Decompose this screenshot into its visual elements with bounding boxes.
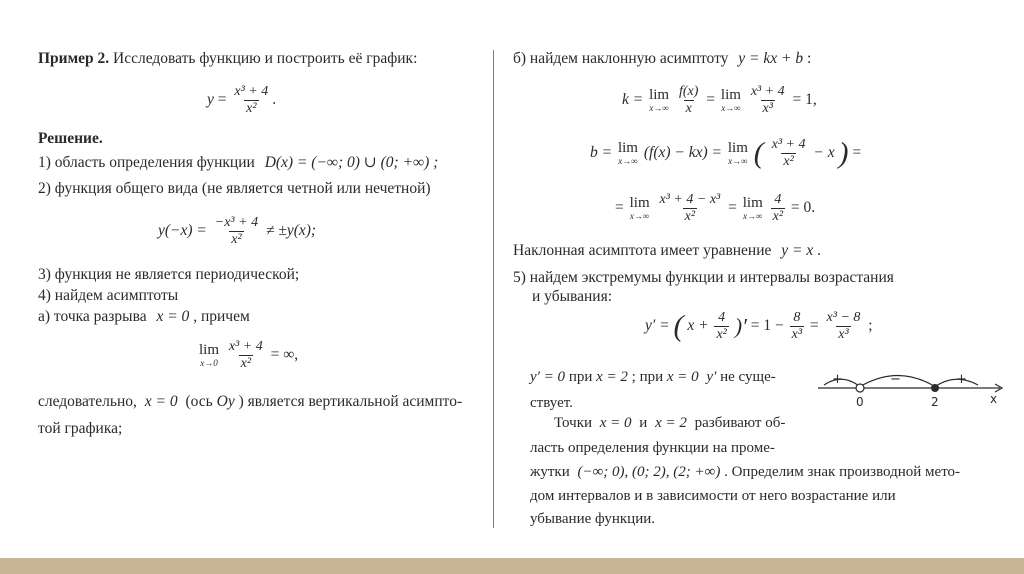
b2-lhs: = [615, 199, 624, 217]
b2-mid: = [728, 199, 737, 217]
derivative-formula [645, 310, 873, 343]
bottom-stripe [0, 558, 1024, 574]
b2-lim-sub-2: x→∞ [743, 211, 763, 222]
extrema-heading-2: и убывания: [532, 288, 613, 305]
vertical-asymptote-line2: той графика; [38, 420, 123, 437]
limit-zero-sub: x→0 [200, 358, 218, 369]
b2-lim [630, 196, 650, 221]
example-title-text: Исследовать функцию и построить её график: [113, 50, 418, 67]
deriv-x: x + [687, 317, 709, 335]
k-lim-sub-2: x→∞ [721, 103, 741, 114]
b2-numerator-2: 4 [774, 192, 782, 207]
b-body: (f(x) − kx) = [643, 144, 722, 162]
critical-c: x = 2 [596, 369, 628, 385]
b2-lim-word: lim [629, 195, 650, 212]
k-formula [622, 84, 817, 117]
solution-heading: Решение. [38, 130, 103, 147]
deriv-denominator-3: x³ [838, 327, 849, 343]
k-lim-2 [721, 88, 741, 113]
oblique-result-end: . [817, 242, 822, 259]
extrema-heading-1: 5) найдем экстремумы функции и интервалы возрастания [513, 269, 894, 286]
limit-zero-lim-word: lim [199, 342, 220, 359]
intervals-line3-math: (−∞; 0), (0; 2), (2; +∞) [577, 464, 721, 480]
parity-fraction [213, 215, 260, 248]
b2-numerator: x³ + 4 − x³ [659, 192, 721, 207]
limit-zero-lim [199, 343, 219, 368]
b-formula [590, 137, 861, 170]
sign-chart-sign-3: + [956, 372, 967, 387]
b-paren-open: ( [753, 136, 764, 170]
function-end: . [272, 91, 277, 109]
parity-denominator: x² [231, 232, 242, 248]
sign-chart-axis-label: x [990, 392, 998, 406]
b-lim-word-2: lim [727, 140, 748, 157]
b2-lim-2 [743, 196, 763, 221]
b2-rhs: = 0. [790, 199, 816, 217]
deriv-paren-close: )′ [734, 313, 747, 339]
deriv-eq2: = [809, 317, 819, 335]
k-denominator-1: x [685, 101, 692, 117]
periodic-line: 3) функция не является периодической; [38, 266, 300, 283]
b2-fraction [658, 192, 723, 225]
critical-d: ; при [631, 369, 664, 385]
k-numerator-1: f(x) [678, 84, 699, 99]
sign-chart-point-2 [931, 384, 939, 392]
b-lim [618, 141, 638, 166]
critical-b: при [568, 369, 593, 385]
b-numerator: x³ + 4 [771, 137, 806, 152]
sign-chart [818, 365, 1008, 409]
column-divider [493, 50, 494, 528]
k-fraction-2 [749, 84, 787, 117]
parity-formula [158, 215, 316, 248]
break-point-math: x = 0 [156, 308, 190, 325]
sign-chart-sign-2: − [890, 372, 901, 387]
b-end: = [852, 144, 862, 162]
critical-e: x = 0 [666, 369, 699, 385]
intervals-e: разбивают об- [694, 415, 786, 431]
k-lim-word-2: lim [720, 87, 741, 104]
vertical-asymptote-math: x = 0 [144, 393, 178, 410]
parity-numerator: −x³ + 4 [214, 215, 259, 230]
deriv-fraction-2 [790, 310, 804, 343]
intervals-line-1 [554, 416, 785, 431]
oblique-result-line [513, 243, 821, 259]
example-title [38, 51, 417, 67]
intervals-line-5: убывание функции. [530, 511, 656, 527]
b-lim-sub-2: x→∞ [728, 156, 748, 167]
intervals-line3-b: . Определим знак производной мето- [724, 464, 961, 480]
k-mid: = [706, 91, 716, 109]
b-tail: − x [813, 144, 835, 162]
b-lim-word: lim [617, 140, 638, 157]
deriv-end: ; [868, 317, 873, 335]
b2-denominator: x² [684, 209, 696, 225]
sign-chart-sign-1: + [832, 372, 843, 387]
b2-lim-word-2: lim [742, 195, 763, 212]
limit-zero-numerator: x³ + 4 [228, 339, 263, 354]
b-denominator: x² [783, 154, 794, 170]
sign-chart-point-0 [856, 384, 864, 392]
function-eq: = [217, 91, 227, 109]
limit-zero-rhs: = ∞, [270, 346, 299, 364]
oblique-heading-text: б) найдем наклонную асимптоту [513, 50, 729, 67]
parity-rhs: ≠ ±y(x); [265, 222, 317, 240]
break-point-text: а) точка разрыва [38, 308, 147, 325]
b-fraction [770, 137, 808, 170]
intervals-b: x = 0 [599, 415, 632, 431]
deriv-lhs: y′ = [645, 317, 670, 335]
function-numerator: x³ + 4 [234, 84, 269, 99]
parity-line: 2) функция общего вида (не является четной или нечетной) [38, 180, 431, 197]
intervals-line-4: дом интервалов и в зависимости от него возрастание или [530, 488, 896, 504]
sign-chart-tick-0: 0 [856, 395, 864, 409]
deriv-fraction-3 [825, 310, 863, 343]
b2-lim-sub: x→∞ [629, 211, 650, 222]
b2-denominator-2: x² [772, 209, 784, 225]
k-lim [649, 88, 669, 113]
k-rhs: = 1, [792, 91, 817, 109]
oblique-heading-line [513, 51, 811, 67]
intervals-line-2: ласть определения функции на проме- [530, 440, 775, 456]
deriv-numerator-2: 8 [793, 310, 801, 325]
b-lim-sub: x→∞ [618, 156, 638, 167]
function-fraction [232, 84, 270, 117]
function-formula [207, 84, 276, 117]
b-lim-2 [728, 141, 748, 166]
deriv-paren-open: ( [673, 309, 684, 343]
b-lhs: b = [590, 144, 613, 162]
deriv-fraction-1 [714, 310, 728, 343]
vertical-asymptote-c: ) является вертикальной асимпто- [238, 393, 463, 410]
function-y: y [207, 91, 214, 109]
oblique-result-math: y = x [781, 242, 814, 259]
intervals-c: и [639, 415, 648, 431]
example-title-label: Пример 2. [38, 50, 110, 67]
k-lim-sub: x→∞ [649, 103, 669, 114]
k-lhs: k = [622, 91, 644, 109]
domain-line [38, 155, 438, 171]
b-paren-close: ) [838, 136, 849, 170]
vertical-asymptote-line [38, 394, 462, 410]
deriv-denominator-2: x³ [791, 327, 803, 343]
limit-zero-denominator: x² [240, 356, 252, 372]
critical-a: y′ = 0 [530, 369, 566, 385]
vertical-asymptote-axis: Oy [216, 393, 235, 410]
k-fraction-1 [677, 84, 700, 117]
intervals-line3-a: жутки [530, 464, 570, 480]
critical-g: не суще- [720, 369, 776, 385]
function-denominator: x² [246, 101, 257, 117]
domain-text: 1) область определения функции [38, 154, 255, 171]
deriv-numerator-1: 4 [718, 310, 726, 325]
critical-points-line-2: ствует. [530, 395, 573, 411]
b-formula-2 [615, 192, 815, 225]
critical-points-line [530, 370, 776, 385]
limit-zero-formula [197, 339, 298, 372]
oblique-heading-colon: : [806, 50, 812, 67]
intervals-line-3 [530, 465, 960, 480]
vertical-asymptote-a: следовательно, [38, 393, 137, 410]
vertical-asymptote-b: (ось [185, 393, 213, 410]
sign-chart-tick-2: 2 [931, 395, 939, 409]
k-numerator-2: x³ + 4 [750, 84, 785, 99]
break-point-line [38, 309, 250, 325]
asymptotes-line: 4) найдем асимптоты [38, 287, 179, 304]
oblique-heading-math: y = kx + b [738, 50, 804, 67]
intervals-d: x = 2 [655, 415, 687, 431]
oblique-result-text: Наклонная асимптота имеет уравнение [513, 242, 772, 259]
k-lim-word: lim [649, 87, 670, 104]
deriv-eq1: = 1 − [750, 317, 784, 335]
limit-zero-fraction [227, 339, 265, 372]
deriv-numerator-3: x³ − 8 [826, 310, 861, 325]
deriv-denominator-1: x² [716, 327, 727, 343]
domain-math: D(x) = (−∞; 0) ∪ (0; +∞) ; [264, 154, 439, 171]
intervals-a: Точки [554, 415, 593, 431]
k-denominator-2: x³ [762, 101, 773, 117]
b2-fraction-2 [771, 192, 785, 225]
parity-lhs: y(−x) = [158, 222, 207, 240]
critical-f: y′ [706, 369, 717, 385]
break-point-tail: , причем [193, 308, 250, 325]
